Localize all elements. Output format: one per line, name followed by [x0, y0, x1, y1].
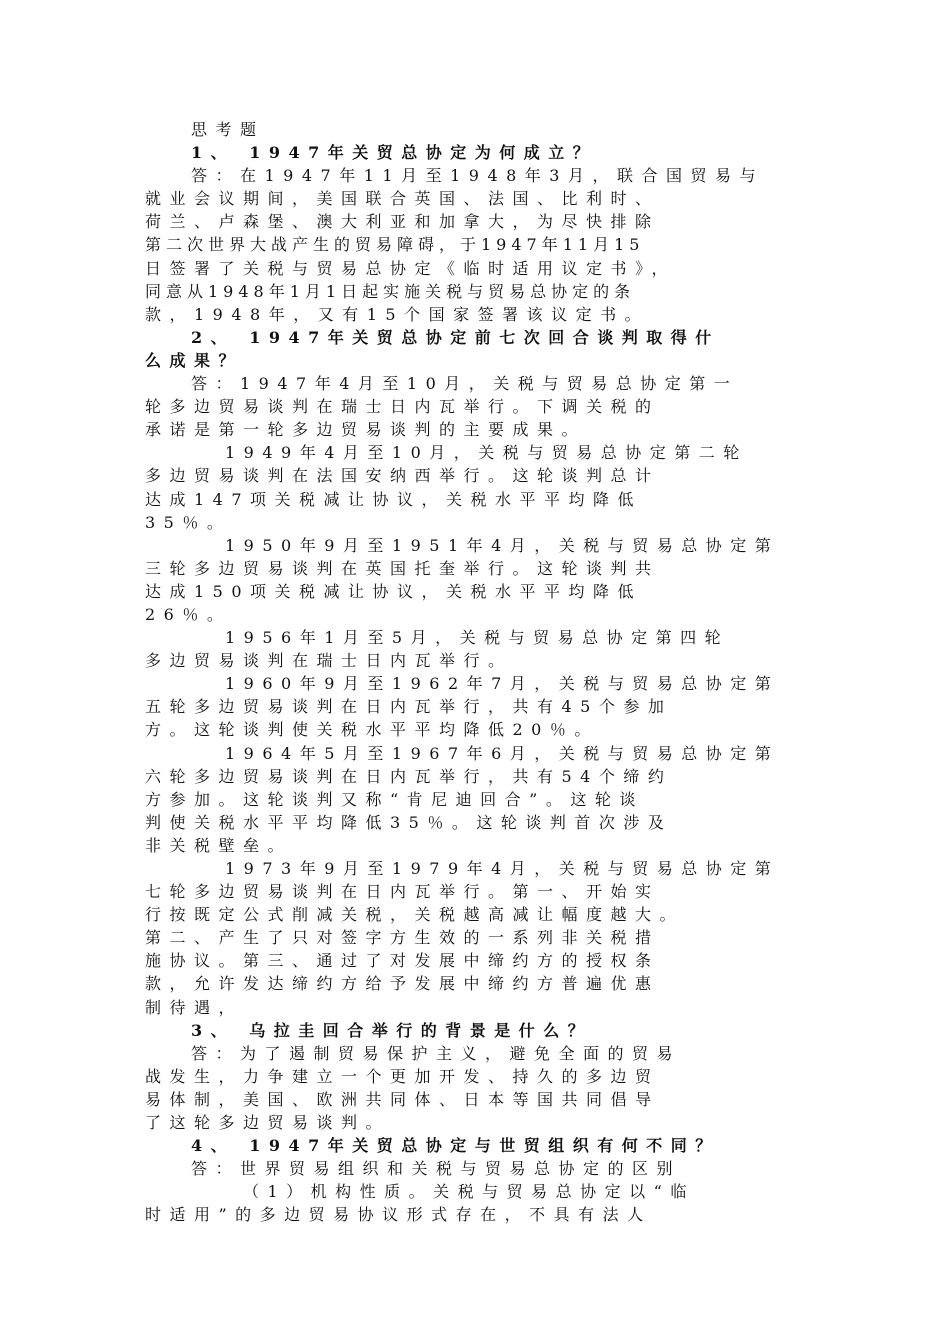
- text-line: 战发生，力争建立一个更加开发、持久的多边贸: [145, 1066, 660, 1086]
- text-line: 达成150项关税减让协议，关税水平平均降低: [145, 581, 643, 601]
- text-line: 1950年9月至1951年4月，关税与贸易总协定第: [225, 535, 780, 555]
- text-line: 答：世界贸易组织和关税与贸易总协定的区别: [191, 1159, 682, 1179]
- text-line: （1）机构性质。关税与贸易总协定以“临: [243, 1182, 695, 1202]
- text-line: 日签署了关税与贸易总协定《临时适用议定书》，: [145, 258, 677, 278]
- text-line: 1964年5月至1967年6月，关税与贸易总协定第: [225, 743, 780, 763]
- text-line: 轮多边贸易谈判在瑞士日内瓦举行。下调关税的: [145, 397, 660, 417]
- text-line: 1960年9月至1962年7月，关税与贸易总协定第: [225, 674, 780, 694]
- question-heading-line: 2、 1947年关贸总协定前七次回合谈判取得什: [191, 327, 720, 347]
- text-line: 1973年9月至1979年4月，关税与贸易总协定第: [225, 859, 780, 878]
- text-line: 多边贸易谈判在法国安纳西举行。这轮谈判总计: [145, 466, 660, 486]
- text-line: 六轮多边贸易谈判在日内瓦举行，共有54个缔约: [145, 766, 673, 786]
- question-heading-line: 3、 乌拉圭回合举行的背景是什么？: [191, 1020, 593, 1040]
- text-line: 承诺是第一轮多边贸易谈判的主要成果。: [145, 420, 587, 440]
- text-line: 第二、产生了只对签字方生效的一系列非关税措: [145, 928, 660, 948]
- document-body: [145, 118, 805, 1227]
- text-line: 了这轮多边贸易谈判。: [145, 1113, 391, 1133]
- text-line: 答：在1947年11月至1948年3月，联合国贸易与: [191, 166, 764, 186]
- text-line: 时适用”的多边贸易协议形式存在，不具有法人: [145, 1205, 652, 1225]
- text-line: 1956年1月至5月，关税与贸易总协定第四轮: [225, 628, 730, 648]
- question-heading-line: 1、 1947年关贸总协定为何成立？: [191, 143, 598, 163]
- text-line: 易体制，美国、欧洲共同体、日本等国共同倡导: [145, 1089, 660, 1109]
- text-line: 款，允许发达缔约方给予发展中缔约方普遍优惠: [145, 974, 660, 994]
- question-heading-line: 么成果？: [145, 350, 244, 370]
- text-line: 方参加。这轮谈判又称“肯尼迪回合”。这轮谈: [145, 789, 644, 809]
- text-line: 多边贸易谈判在瑞士日内瓦举行。: [145, 651, 513, 671]
- text-line: 非关税壁垒。: [145, 835, 293, 855]
- text-line: 三轮多边贸易谈判在英国托奎举行。这轮谈判共: [145, 558, 660, 578]
- text-line: 判使关税水平平均降低35％。这轮谈判首次涉及: [145, 812, 673, 832]
- text-line: 思考题: [191, 120, 265, 139]
- text-line: 方。这轮谈判使关税水平平均降低20％。: [145, 720, 599, 740]
- text-line: 施协议。第三、通过了对发展中缔约方的授权条: [145, 951, 660, 971]
- text-line: 第二次世界大战产生的贸易障碍，于1947年11月15: [145, 235, 645, 255]
- text-line: 答：为了遏制贸易保护主义，避免全面的贸易: [191, 1043, 682, 1063]
- text-line: 达成147项关税减让协议，关税水平平均降低: [145, 489, 643, 509]
- text-line: 五轮多边贸易谈判在日内瓦举行，共有45个参加: [145, 697, 673, 717]
- text-line: 1949年4月至10月，关税与贸易总协定第二轮: [225, 443, 748, 463]
- text-line: 荷兰、卢森堡、澳大利亚和加拿大，为尽快排除: [145, 212, 660, 232]
- text-line: 款，1948年，又有15个国家签署该议定书。: [145, 304, 650, 324]
- text-line: 26％。: [145, 604, 232, 624]
- text-line: 35％。: [145, 512, 232, 532]
- text-line: 答：1947年4月至10月，关税与贸易总协定第一: [191, 374, 739, 394]
- text-line: 就业会议期间，美国联合英国、法国、比利时、: [145, 189, 660, 209]
- text-line: 同意从1948年1月1日起实施关税与贸易总协定的条: [145, 281, 636, 301]
- question-heading-line: 4、 1947年关贸总协定与世贸组织有何不同？: [191, 1136, 720, 1156]
- text-line: 七轮多边贸易谈判在日内瓦举行。第一、开始实: [145, 882, 660, 902]
- text-line: 制待遇，: [145, 997, 244, 1017]
- text-line: 行按既定公式削减关税，关税越高减让幅度越大。: [145, 905, 685, 925]
